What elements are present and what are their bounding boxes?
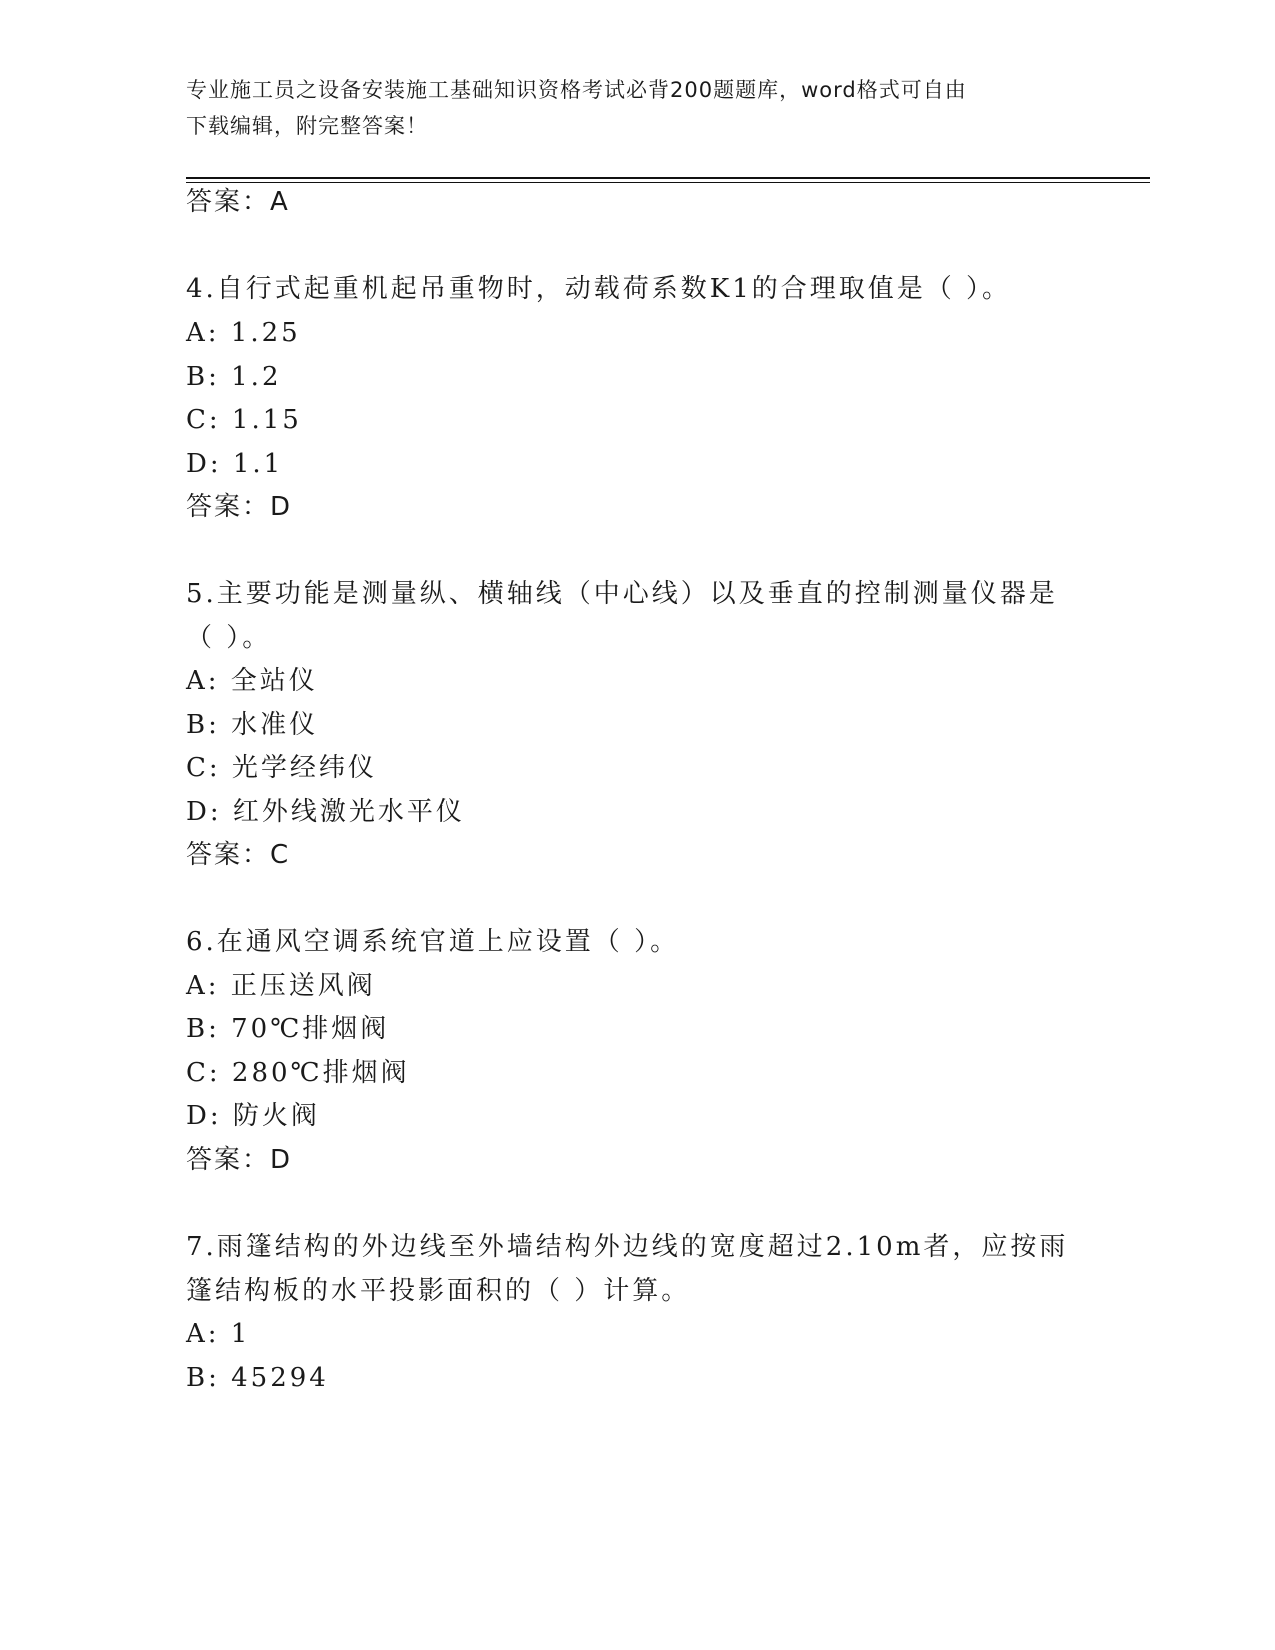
question-7-option-b: B: 45294 — [186, 1363, 329, 1393]
header-divider-thin — [186, 182, 1150, 183]
question-7-stem-cont: 篷结构板的水平投影面积的（ ）计算。 — [186, 1276, 691, 1306]
question-5-option-c: C: 光学经纬仪 — [186, 753, 377, 783]
question-4-stem: 4.自行式起重机起吊重物时，动载荷系数K1的合理取值是（ ）。 — [186, 274, 1012, 304]
question-5-option-b: B: 水准仪 — [186, 710, 319, 740]
question-6-stem: 6.在通风空调系统官道上应设置（ ）。 — [186, 927, 680, 957]
question-6-option-c: C: 280℃排烟阀 — [186, 1058, 410, 1088]
question-5-stem-cont: （ ）。 — [186, 623, 272, 653]
question-6-option-d: D: 防火阀 — [186, 1101, 320, 1131]
question-4-option-a: A: 1.25 — [186, 318, 301, 348]
question-4-option-d: D: 1.1 — [186, 449, 284, 479]
answer-6: 答案：D — [186, 1145, 293, 1175]
header-divider — [186, 177, 1150, 179]
question-7-stem: 7.雨篷结构的外边线至外墙结构外边线的宽度超过2.10m者，应按雨 — [186, 1232, 1069, 1262]
question-4-option-c: C: 1.15 — [186, 405, 302, 435]
document-header — [186, 72, 1066, 144]
header-line-1: 专业施工员之设备安装施工基础知识资格考试必背200题题库，word格式可自由 — [186, 78, 967, 102]
answer-4: 答案：D — [186, 492, 293, 522]
header-line-2: 下载编辑，附完整答案！ — [186, 114, 428, 138]
answer-3: 答案：A — [186, 187, 290, 217]
question-4-option-b: B: 1.2 — [186, 362, 282, 392]
question-5-option-d: D: 红外线激光水平仪 — [186, 797, 465, 827]
question-6-option-b: B: 70℃排烟阀 — [186, 1014, 390, 1044]
question-5-option-a: A: 全站仪 — [186, 666, 318, 696]
question-6-option-a: A: 正压送风阀 — [186, 971, 376, 1001]
question-5-stem: 5.主要功能是测量纵、横轴线（中心线）以及垂直的控制测量仪器是 — [186, 579, 1058, 609]
answer-5: 答案：C — [186, 840, 291, 870]
question-7-option-a: A: 1 — [186, 1319, 251, 1349]
